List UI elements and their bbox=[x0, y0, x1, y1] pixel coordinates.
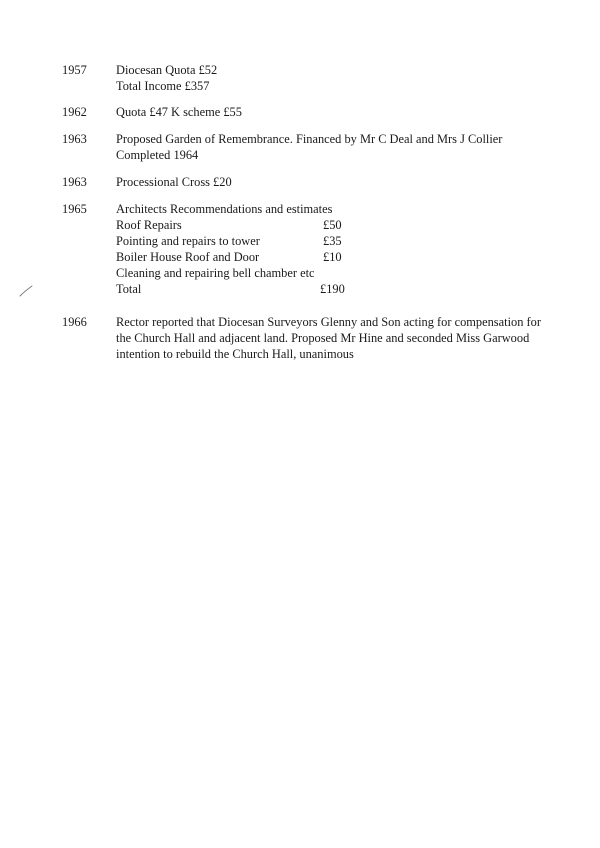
estimate-row bbox=[116, 233, 542, 249]
estimate-row bbox=[116, 217, 542, 233]
estimate-label: Roof Repairs bbox=[116, 218, 182, 232]
estimate-total-row bbox=[116, 281, 542, 297]
estimate-label: Cleaning and repairing bell chamber etc bbox=[116, 266, 315, 280]
entry-line: intention to rebuild the Church Hall, unanimous bbox=[116, 347, 354, 361]
estimate-total-label: Total bbox=[116, 282, 142, 296]
entry-text bbox=[116, 174, 542, 190]
entry-line: Diocesan Quota £52 bbox=[116, 63, 218, 77]
entry-text bbox=[116, 131, 542, 163]
entry-line: Completed 1964 bbox=[116, 148, 199, 162]
entry-line: Total Income £357 bbox=[116, 79, 210, 93]
estimate-total-amount: £190 bbox=[320, 282, 345, 296]
entry-line: Proposed Garden of Remembrance. Financed by Mr C Deal and Mrs J Collier bbox=[116, 132, 503, 146]
estimate-amount: £50 bbox=[323, 218, 342, 232]
entry-text bbox=[116, 62, 542, 94]
entry-year: 1963 bbox=[62, 132, 87, 146]
estimate-label: Boiler House Roof and Door bbox=[116, 250, 260, 264]
entry-line: the Church Hall and adjacent land. Proposed Mr Hine and seconded Miss Garwood bbox=[116, 331, 530, 345]
estimates-list bbox=[116, 201, 542, 297]
entry-line: Rector reported that Diocesan Surveyors Glenny and Son acting for compensation for bbox=[116, 315, 541, 329]
entry-year: 1965 bbox=[62, 202, 87, 216]
entry-year: 1963 bbox=[62, 175, 87, 189]
estimates-heading: Architects Recommendations and estimates bbox=[116, 202, 333, 216]
estimate-label: Pointing and repairs to tower bbox=[116, 234, 260, 248]
estimate-amount: £10 bbox=[323, 250, 342, 264]
entry-year: 1962 bbox=[62, 105, 87, 119]
estimate-row bbox=[116, 265, 542, 281]
entry-year: 1957 bbox=[62, 63, 87, 77]
estimate-row bbox=[116, 249, 542, 265]
entry-text bbox=[116, 104, 542, 120]
entry-line: Quota £47 K scheme £55 bbox=[116, 105, 242, 119]
pencil-tick-mark-icon bbox=[19, 285, 33, 297]
estimate-amount: £35 bbox=[323, 234, 342, 248]
entry-line: Processional Cross £20 bbox=[116, 175, 232, 189]
entry-year: 1966 bbox=[62, 315, 87, 329]
entry-text bbox=[116, 314, 542, 362]
